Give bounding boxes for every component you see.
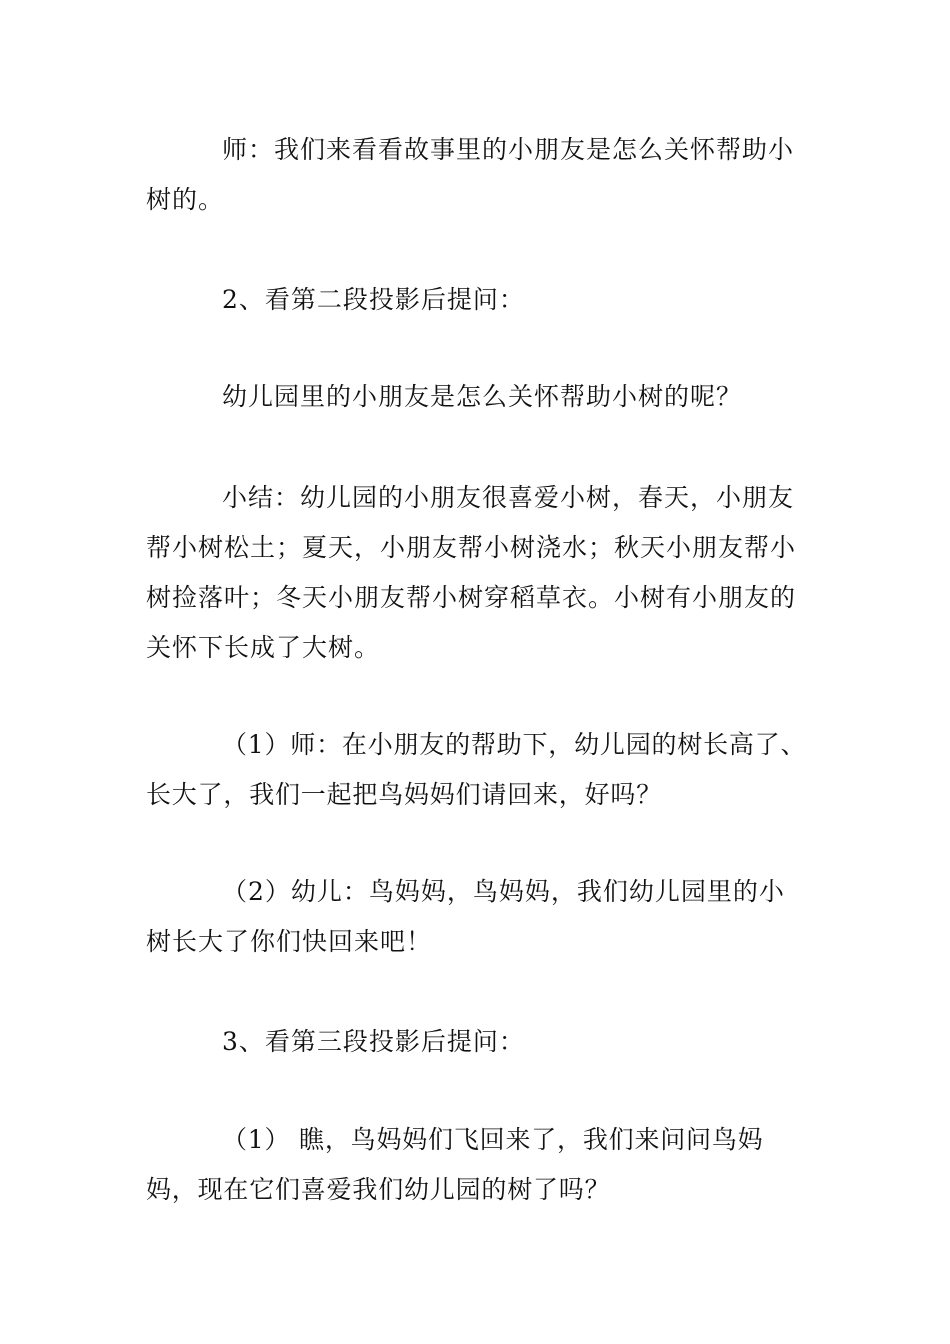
paragraph-summary: 小结：幼儿园的小朋友很喜爱小树，春天，小朋友帮小树松土；夏天，小朋友帮小树浇水；秋天小朋友帮小树捡落叶；冬天小朋友帮小树穿稻草衣。小树有小朋友的关怀下长成了大树。 <box>146 483 797 662</box>
paragraph-step-3: 3、看第三段投影后提问： <box>222 1027 525 1056</box>
paragraph-step-2: 2、看第二段投影后提问： <box>222 285 525 314</box>
paragraph-children-2: （2）幼儿：鸟妈妈，鸟妈妈，我们幼儿园里的小树长大了你们快回来吧！ <box>146 877 785 956</box>
paragraph-question: 幼儿园里的小朋友是怎么关怀帮助小树的呢？ <box>222 382 743 411</box>
paragraph-teacher-1: （1）师：在小朋友的帮助下，幼儿园的树长高了、长大了，我们一起把鸟妈妈们请回来，好吗？ <box>146 730 807 809</box>
paragraph-teacher-intro: 师：我们来看看故事里的小朋友是怎么关怀帮助小树的。 <box>146 135 795 214</box>
paragraph-step-3-item-1: （1） 瞧，鸟妈妈们飞回来了，我们来问问鸟妈妈，现在它们喜爱我们幼儿园的树了吗？ <box>146 1125 764 1204</box>
